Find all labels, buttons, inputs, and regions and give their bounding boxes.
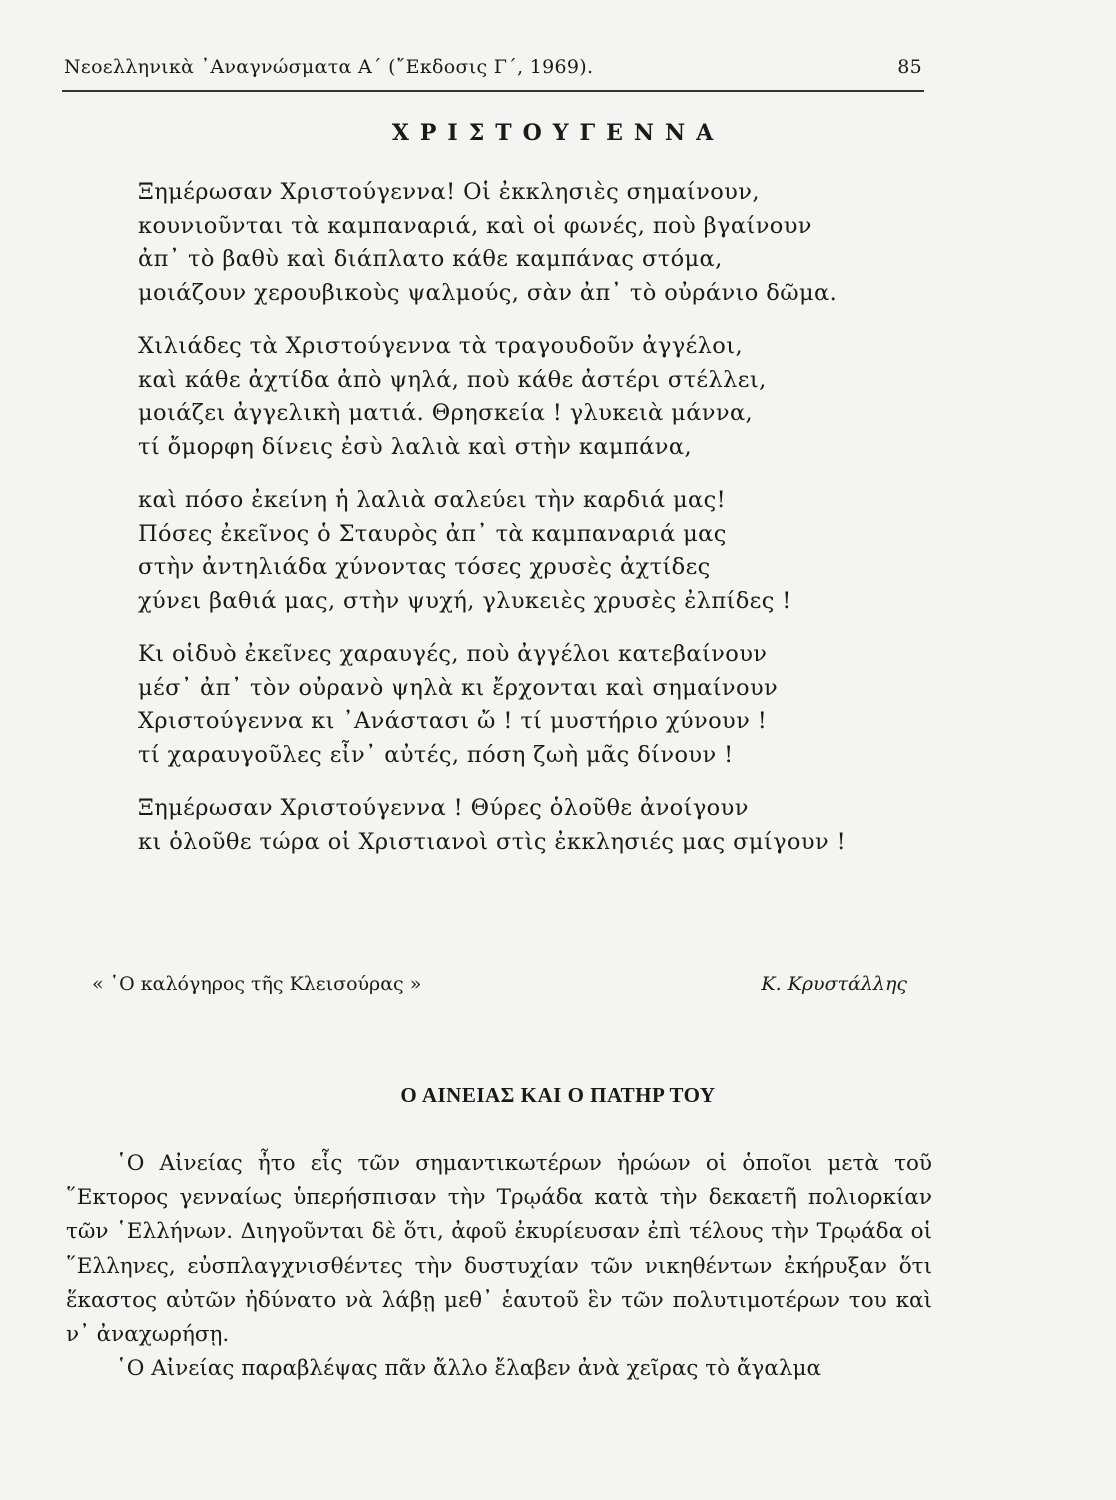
poem-line: μέσ᾿ ἀπ᾿ τὸν οὐρανὸ ψηλὰ κι ἔρχονται καὶ σημαίνουν bbox=[138, 674, 779, 701]
poem-line: κουνιοῦνται τὰ καμπαναριά, καὶ οἱ φωνές, ποὺ βγαίνουν bbox=[138, 212, 812, 239]
section-title: Ο ΑΙΝΕΙΑΣ ΚΑΙ Ο ΠΑΤΗΡ ΤΟΥ bbox=[400, 1083, 716, 1107]
poem-title: ΧΡΙΣΤΟΥΓΕΝΝΑ bbox=[391, 120, 725, 146]
poem-source: « ῾Ο καλόγηρος τῆς Κλεισούρας » bbox=[92, 973, 422, 995]
stanza-3 bbox=[138, 484, 938, 618]
poem-line: Ξημέρωσαν Χριστούγεννα! Οἱ ἐκκλησιὲς σημαίνουν, bbox=[138, 179, 760, 205]
poem-line: μοιάζει ἀγγελικὴ ματιά. Θρησκεία ! γλυκειὰ μάννα, bbox=[138, 400, 754, 426]
poem-line: Πόσες ἐκεῖνος ὁ Σταυρὸς ἀπ᾿ τὰ καμπαναριά μας bbox=[138, 520, 727, 547]
poem-line: καὶ πόσο ἐκείνη ἡ λαλιὰ σαλεύει τὴν καρδιά μας! bbox=[138, 487, 727, 513]
poem-line: τί ὄμορφη δίνεις ἐσὺ λαλιὰ καὶ στὴν καμπάνα, bbox=[138, 433, 693, 460]
page-number: 85 bbox=[897, 56, 922, 78]
poem-line: Χιλιάδες τὰ Χριστούγεννα τὰ τραγουδοῦν ἀγγέλοι, bbox=[138, 333, 744, 359]
poem-line: τί χαραυγοῦλες εἶν᾿ αὐτές, πόση ζωὴ μᾶς δίνουν ! bbox=[138, 741, 734, 768]
poem-line: χύνει βαθιά μας, στὴν ψυχή, γλυκειὲς χρυσὲς ἐλπίδες ! bbox=[138, 587, 792, 614]
stanza-4 bbox=[138, 638, 938, 772]
poem-line: μοιάζουν χερουβικοὺς ψαλμούς, σὰν ἀπ᾿ τὸ οὐράνιο δῶμα. bbox=[138, 279, 838, 306]
stanza-1 bbox=[138, 176, 938, 310]
poem-author: Κ. Κρυστάλλης bbox=[761, 973, 907, 995]
poem-line: Κι οἱδυὸ ἐκεῖνες χαραυγές, ποὺ ἀγγέλοι κατεβαίνουν bbox=[138, 641, 768, 667]
paragraph: ῾Ο Αἰνείας ἦτο εἷς τῶν σημαντικωτέρων ἡρώων οἱ ὁποῖοι μετὰ τοῦ ῞Εκτορος γενναίως ὑπερήσπισαν τὴν Τρῳάδα κατὰ τὴν δεκαετῆ πολιορκίαν τῶν ῾Ελλήνων. Διηγοῦνται δὲ ὅτι, ἀφοῦ ἐκυρίευσαν ἐπὶ τέλους τὴν Τρῳάδα οἱ ῞Ελληνες, εὐσπλαγχνισθέντες τὴν δυστυχίαν τῶν νικηθέντων ἐκήρυξαν ὅτι ἕκαστος αὐτῶν ἠδύνατο νὰ λάβῃ μεθ᾿ ἑαυτοῦ ἓν τῶν πολυτιμοτέρων του καὶ ν᾿ ἀναχωρήσῃ. bbox=[66, 1151, 932, 1348]
header-rule bbox=[62, 90, 924, 92]
poem-body bbox=[138, 176, 938, 879]
poem-line: Χριστούγεννα κι ᾿Ανάστασι ὤ ! τί μυστήριο χύνουν ! bbox=[138, 708, 768, 734]
poem-attribution bbox=[92, 973, 907, 995]
poem-line: καὶ κάθε ἀχτίδα ἀπὸ ψηλά, ποὺ κάθε ἀστέρι στέλλει, bbox=[138, 366, 767, 393]
paragraph: ῾Ο Αἰνείας παραβλέψας πᾶν ἄλλο ἔλαβεν ἀνὰ χεῖρας τὸ ἄγαλμα bbox=[116, 1356, 821, 1382]
poem-line: στὴν ἀντηλιάδα χύνοντας τόσες χρυσὲς ἀχτίδες bbox=[138, 554, 711, 580]
poem-line: Ξημέρωσαν Χριστούγεννα ! Θύρες ὁλοῦθε ἀνοίγουν bbox=[138, 795, 749, 821]
section-body bbox=[66, 1147, 932, 1386]
poem-line: ἀπ᾿ τὸ βαθὺ καὶ διάπλατο κάθε καμπάνας στόμα, bbox=[138, 246, 723, 272]
stanza-2 bbox=[138, 330, 938, 464]
running-title: Νεοελληνικὰ ᾿Αναγνώσματα Α΄ (῎Εκδοσις Γ΄, 1969). bbox=[64, 56, 594, 78]
stanza-5 bbox=[138, 792, 938, 859]
running-header bbox=[64, 56, 922, 78]
poem-line: κι ὁλοῦθε τώρα οἱ Χριστιανοὶ στὶς ἐκκλησιές μας σμίγουν ! bbox=[138, 828, 847, 855]
